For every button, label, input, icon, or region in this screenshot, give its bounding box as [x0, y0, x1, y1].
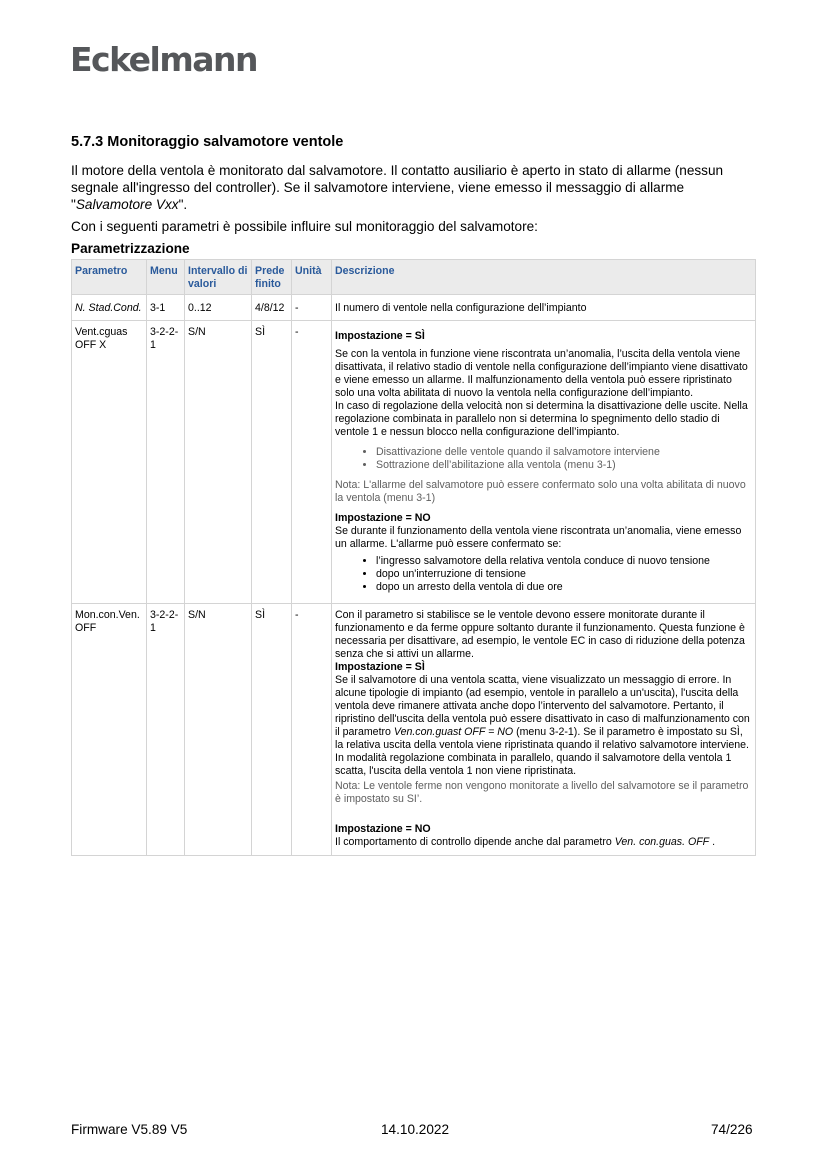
- param-description: [332, 321, 756, 604]
- setting-yes-text: Se con la ventola in funzione viene riscontrata un’anomalia, l’uscita della ventola viene disattivata, il relativo stadio di ventole nella configurazione dell’impianto viene disattivato e viene emesso un allarme. Il malfunzionamento della ventola può essere ripristinato solo una volta abilitata di nuovo la ventola nella configurazione dell’impianto.: [335, 348, 748, 399]
- description-text: Con il parametro si stabilisce se le ventole devono essere monitorate durante il funzionamento e da ferme oppure soltanto durante il funzionamento. Questa funzione è necessaria per disattivare, ad esempio, le ventole EC in caso di riduzione della potenza senza che si attivi un allarme.: [335, 609, 745, 660]
- param-range: 0..12: [185, 295, 252, 321]
- param-default: SÌ: [252, 604, 292, 856]
- param-unit: -: [292, 321, 332, 604]
- parameter-table: [71, 259, 756, 856]
- list-item: • Disattivazione delle ventole quando il salvamotore interviene: [376, 446, 752, 459]
- param-description: Il numero di ventole nella configurazione dell’impianto: [332, 295, 756, 321]
- param-unit: -: [292, 295, 332, 321]
- param-name: Vent.cguas OFF X: [72, 321, 147, 604]
- table-row: [72, 295, 756, 321]
- section-title: 5.7.3 Monitoraggio salvamotore ventole: [71, 134, 344, 150]
- list-item: • Sottrazione dell’abilitazione alla ventola (menu 3-1): [376, 459, 752, 472]
- parametrization-heading: Parametrizzazione: [71, 241, 190, 256]
- setting-no-text: Il comportamento di controllo dipende anche dal parametro Ven. con.guas. OFF .: [335, 836, 716, 848]
- note-text: Nota: Le ventole ferme non vengono monitorate a livello del salvamotore se il parametro è impostato su SI’.: [335, 780, 749, 805]
- setting-no-heading: Impostazione = NO: [335, 823, 431, 835]
- header-unita: Unità: [292, 260, 332, 295]
- param-range: S/N: [185, 604, 252, 856]
- setting-yes-text-2: In caso di regolazione della velocità non si determina la disattivazione delle uscite. Nella regolazione combinata in parallelo non si determina lo spegnimento dello stadio di ventole 1 e nessun blocco nella configurazione dell’impianto.: [335, 400, 748, 438]
- intro-text: [71, 162, 761, 240]
- param-default: 4/8/12: [252, 295, 292, 321]
- header-menu: Menu: [147, 260, 185, 295]
- header-descrizione: Descrizione: [332, 260, 756, 295]
- param-name: Mon.con.Ven. OFF: [72, 604, 147, 856]
- param-unit: -: [292, 604, 332, 856]
- table-row: [72, 321, 756, 604]
- param-description: [332, 604, 756, 856]
- param-reference: Ven. con.guas. OFF: [614, 836, 710, 848]
- setting-no-heading: Impostazione = NO: [335, 512, 431, 524]
- param-range: S/N: [185, 321, 252, 604]
- setting-yes-text: Se il salvamotore di una ventola scatta, viene visualizzato un messaggio di errore. In alcune tipologie di impianto (ad esempio, ventole in parallelo a un'uscita), l'uscita della ventola deve rimanere attivata anche dopo l’intervento del salvamotore. Pertanto, il ripristino dell'uscita della ventola può essere disattivato in caso di malfunzionamento con il parametro Ven.con.guast OFF = NO (menu 3-2-1). Se il parametro è impostato su SÌ, la relativa uscita della ventola viene ripristinata quando il relativo salvamotore interviene. In modalità regolazione combinata in parallelo, quando il salvamotore della ventola 1 scatta, l'uscita della ventola 1 non viene ripristinata.: [335, 674, 750, 777]
- header-parametro: Parametro: [72, 260, 147, 295]
- bullet-list: [335, 555, 752, 594]
- list-item: • dopo un arresto della ventola di due ore: [376, 581, 752, 594]
- setting-yes-heading: Impostazione = SÌ: [335, 330, 425, 342]
- table-header-row: [72, 260, 756, 295]
- setting-yes-heading: Impostazione = SÌ: [335, 661, 425, 673]
- list-item: • dopo un'interruzione di tensione: [376, 568, 752, 581]
- param-name: N. Stad.Cond.: [75, 302, 142, 314]
- setting-no-text: Se durante il funzionamento della ventola viene riscontrata un’anomalia, viene emesso un allarme. L'allarme può essere confermato se:: [335, 525, 742, 550]
- intro-paragraph-1: Il motore della ventola è monitorato dal salvamotore. Il contatto ausiliario è aperto in stato di allarme (nessun segnale all'ingresso del controller). Se il salvamotore interviene, viene emesso il messaggio di allarme "Salvamotore Vxx".: [71, 163, 724, 212]
- param-menu: 3-2-2-1: [147, 321, 185, 604]
- note-text: Nota: L'allarme del salvamotore può essere confermato solo una volta abilitata di nuovo la ventola (menu 3-1): [335, 479, 746, 504]
- footer-firmware: Firmware V5.89 V5: [71, 1122, 188, 1137]
- bullet-list: [335, 446, 752, 472]
- footer-page-number: 74/226: [711, 1122, 753, 1137]
- header-intervallo: Intervallo di valori: [185, 260, 252, 295]
- param-menu: 3-2-2-1: [147, 604, 185, 856]
- alarm-message-name: Salvamotore Vxx: [75, 197, 179, 212]
- param-menu: 3-1: [147, 295, 185, 321]
- footer-date: 14.10.2022: [381, 1122, 450, 1137]
- table-row: [72, 604, 756, 856]
- company-logo: Eckelmann: [70, 40, 257, 79]
- list-item: • l’ingresso salvamotore della relativa ventola conduce di nuovo tensione: [376, 555, 752, 568]
- param-reference: Ven.con.guast OFF = NO: [393, 726, 514, 738]
- header-predefinito: Prede finito: [252, 260, 292, 295]
- intro-paragraph-2: Con i seguenti parametri è possibile influire sul monitoraggio del salvamotore:: [71, 219, 538, 234]
- param-default: SÌ: [252, 321, 292, 604]
